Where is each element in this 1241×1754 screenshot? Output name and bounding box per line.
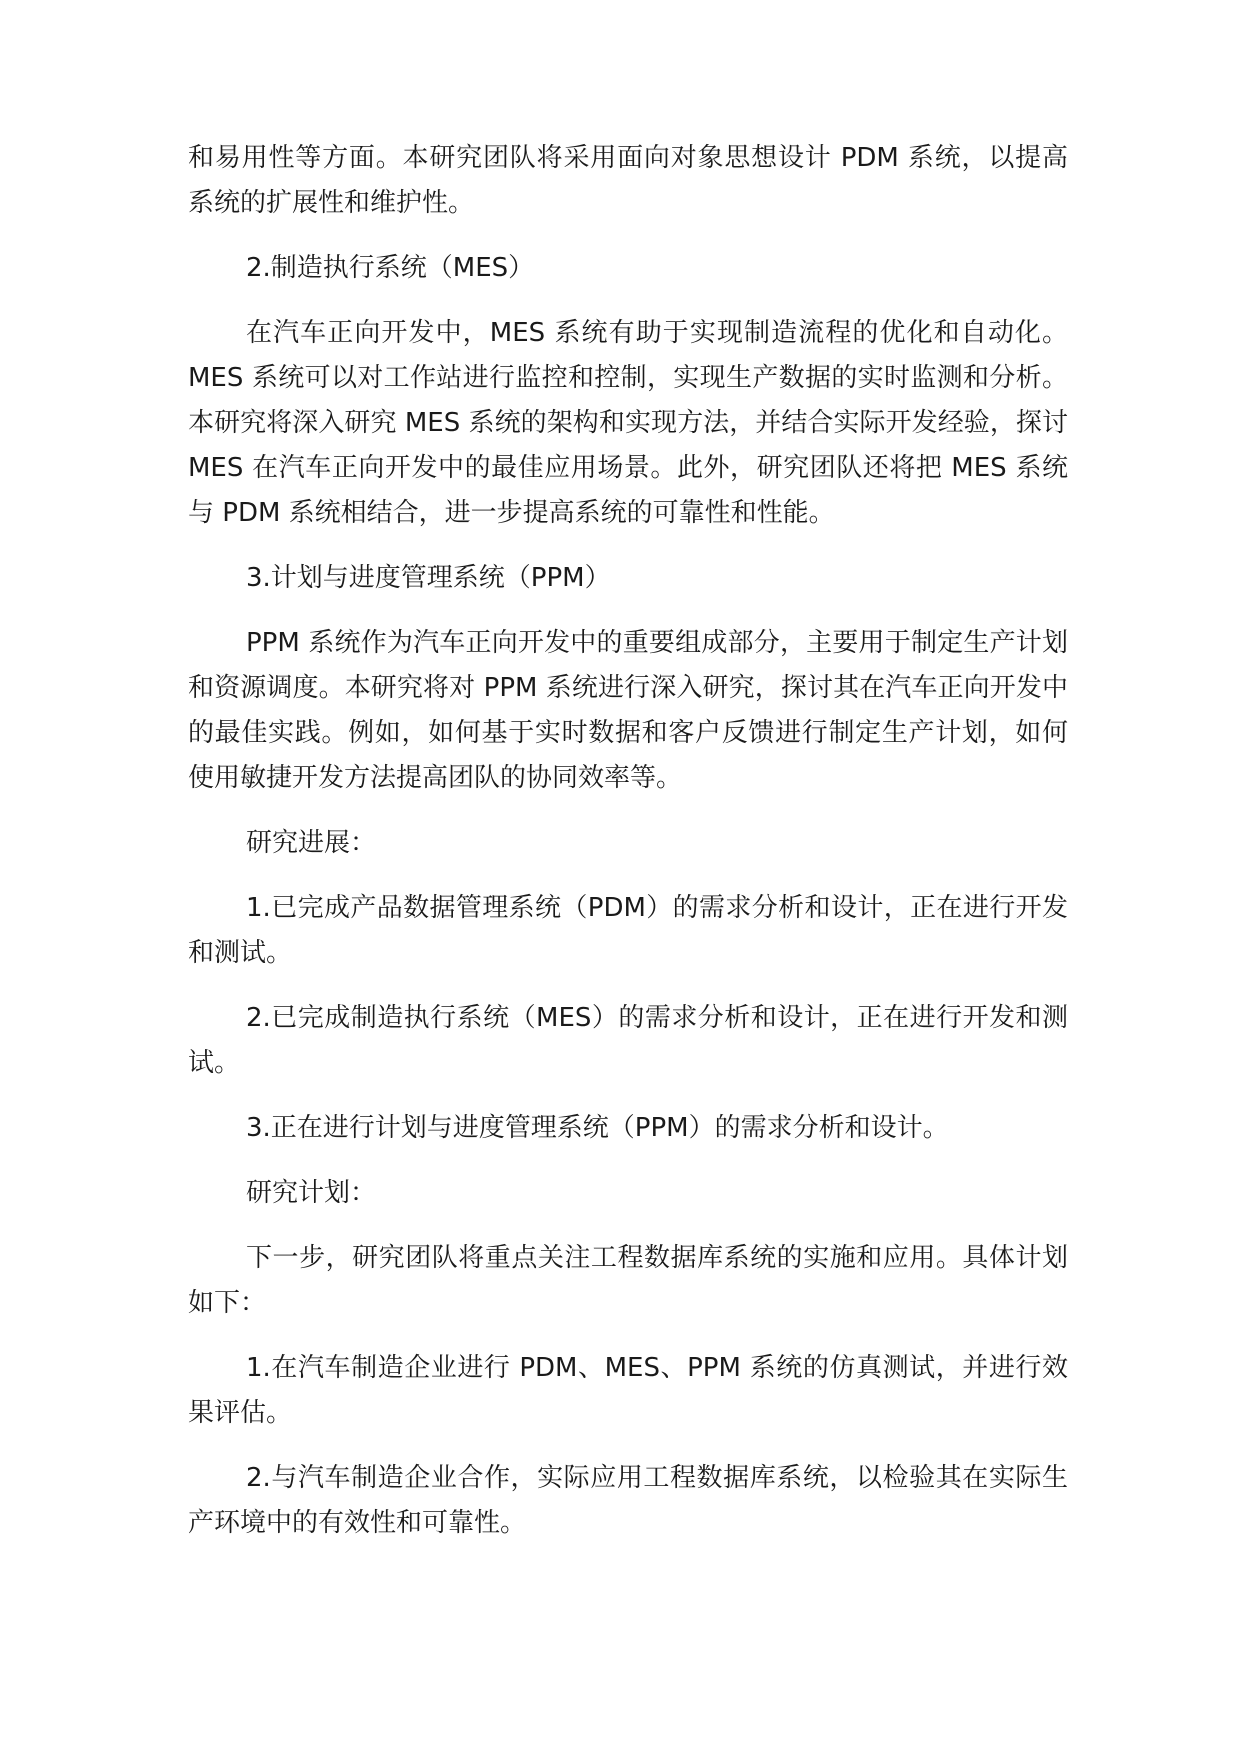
heading-ppm: 3.计划与进度管理系统（PPM） — [246, 563, 611, 593]
document-page — [188, 136, 1077, 1566]
paragraph-intro-continuation: 和易用性等方面。本研究团队将采用面向对象思想设计 PDM 系统，以提高系统的扩展性和维护性。 — [188, 143, 1068, 218]
heading-progress: 研究进展： — [246, 828, 377, 858]
plan-item-2: 2.与汽车制造企业合作，实际应用工程数据库系统，以检验其在实际生产环境中的有效性和可靠性。 — [188, 1463, 1068, 1538]
paragraph-ppm: PPM 系统作为汽车正向开发中的重要组成部分，主要用于制定生产计划和资源调度。本研究将对 PPM 系统进行深入研究，探讨其在汽车正向开发中的最佳实践。例如，如何基于实时数据和客户反馈进行制定生产计划，如何使用敏捷开发方法提高团队的协同效率等。 — [188, 628, 1068, 793]
progress-item-3: 3.正在进行计划与进度管理系统（PPM）的需求分析和设计。 — [246, 1113, 949, 1143]
progress-item-1: 1.已完成产品数据管理系统（PDM）的需求分析和设计，正在进行开发和测试。 — [188, 893, 1068, 968]
plan-item-1: 1.在汽车制造企业进行 PDM、MES、PPM 系统的仿真测试，并进行效果评估。 — [188, 1353, 1068, 1428]
heading-mes: 2.制造执行系统（MES） — [246, 253, 535, 283]
progress-item-2: 2.已完成制造执行系统（MES）的需求分析和设计，正在进行开发和测试。 — [188, 1003, 1068, 1078]
heading-plan: 研究计划： — [246, 1178, 377, 1208]
paragraph-mes: 在汽车正向开发中，MES 系统有助于实现制造流程的优化和自动化。MES 系统可以对工作站进行监控和控制，实现生产数据的实时监测和分析。本研究将深入研究 MES 系统的架构和实现方法，并结合实际开发经验，探讨 MES 在汽车正向开发中的最佳应用场景。此外，研究团队还将把 MES 系统与 PDM 系统相结合，进一步提高系统的可靠性和性能。 — [188, 318, 1077, 528]
paragraph-plan-intro: 下一步，研究团队将重点关注工程数据库系统的实施和应用。具体计划如下： — [188, 1243, 1068, 1318]
